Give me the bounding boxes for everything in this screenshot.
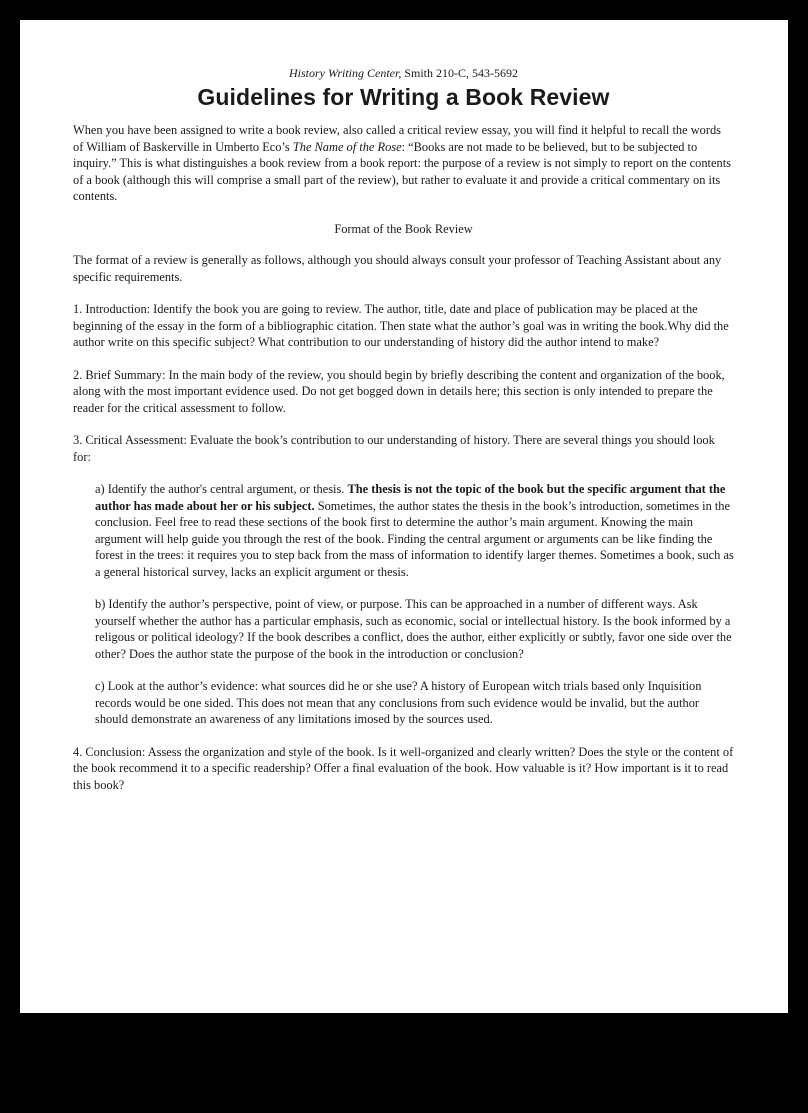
header-center-name: History Writing Center, <box>288 66 402 80</box>
document-page <box>20 20 788 1013</box>
intro-paragraph <box>73 122 734 205</box>
intro-text-1: When you have been assigned to write a book review, also called a critical review essay, you will find it helpful to recall the words of William of Baskerville in Umberto Eco’s <box>73 123 721 154</box>
item-b-paragraph: b) Identify the author’s perspective, point of view, or purpose. This can be approached in a number of different ways. Ask yourself whether the author has a particular emphasis, such as economic, social or intellectual history. Is the book informed by a religous or political ideology? If the book describes a conflict, does the author, either explicitly or subtly, favor one side over the other? Does the author state the purpose of the book in the introduction or conclusion? <box>95 597 732 661</box>
intro-text-2: : “Books are not made to be believed, but to be subjected to inquiry.” This is what distinguishes a book review from a book report: the purpose of a review is not simply to report on the contents of a book (although this will comprise a small part of the review), but rather to evaluate it and provide a critical commentary on its contents. <box>73 139 731 203</box>
page-title: Guidelines for Writing a Book Review <box>197 84 610 110</box>
item-a-rest: Sometimes, the author states the thesis in the book’s introduction, sometimes in the conclusion. Feel free to read these sections of the book first to determine the author’s main argument. Knowing the main argument will help guide you through the rest of the book. Finding the central argument or arguments can be like finding the forest in the trees: it requires you to step back from the mass of information to identify larger themes. Sometimes a book, such as a general historical survey, lacks an explicit argument or thesis. <box>95 498 734 579</box>
conclusion-paragraph: 4. Conclusion: Assess the organization and style of the book. Is it well-organized and clearly written? Does the style or the content of the book recommend it to a specific readership? Offer a final evaluation of the book. How valuable is it? How important is it to read this book? <box>73 744 734 792</box>
item-a-lead: a) Identify the author's central argument, or thesis. <box>95 482 348 496</box>
introduction-paragraph: 1. Introduction: Identify the book you are going to review. The author, title, date and place of publication may be placed at the beginning of the essay in the form of a bibliographic citation. Then state what the author’s goal was in writing the book.Why did the author write on this specific subject? What contribution to our understanding of history did the author intend to make? <box>73 302 729 349</box>
item-c-paragraph: c) Look at the author’s evidence: what sources did he or she use? A history of European witch trials based only Inquisition records would be one sided. This does not mean that any conclusions from such evidence would be invalid, but the author should demonstrate an awareness of any limitations imosed by the sources used. <box>95 679 702 726</box>
format-intro-paragraph: The format of a review is generally as follows, although you should always consult your professor of Teaching Assistant about any specific requirements. <box>73 253 722 284</box>
header-contact-line <box>73 66 734 80</box>
critical-assessment-paragraph: 3. Critical Assessment: Evaluate the book’s contribution to our understanding of history. There are several things you should look for: <box>73 433 715 464</box>
item-a-bold-thesis: The thesis is not the topic of the book but the specific argument that the author has made about her or his subject. <box>95 482 726 513</box>
summary-paragraph: 2. Brief Summary: In the main body of the review, you should begin by briefly describing the content and organization of the book, along with the most important evidence used. Do not get bogged down in details here; this section is only intended to prepare the reader for the critical assessment to follow. <box>73 367 725 415</box>
item-a-paragraph <box>95 481 734 580</box>
header-center-location: Smith 210-C, 543-5692 <box>401 66 518 80</box>
intro-book-title: The Name of the Rose <box>292 139 402 154</box>
format-heading: Format of the Book Review <box>334 221 473 236</box>
